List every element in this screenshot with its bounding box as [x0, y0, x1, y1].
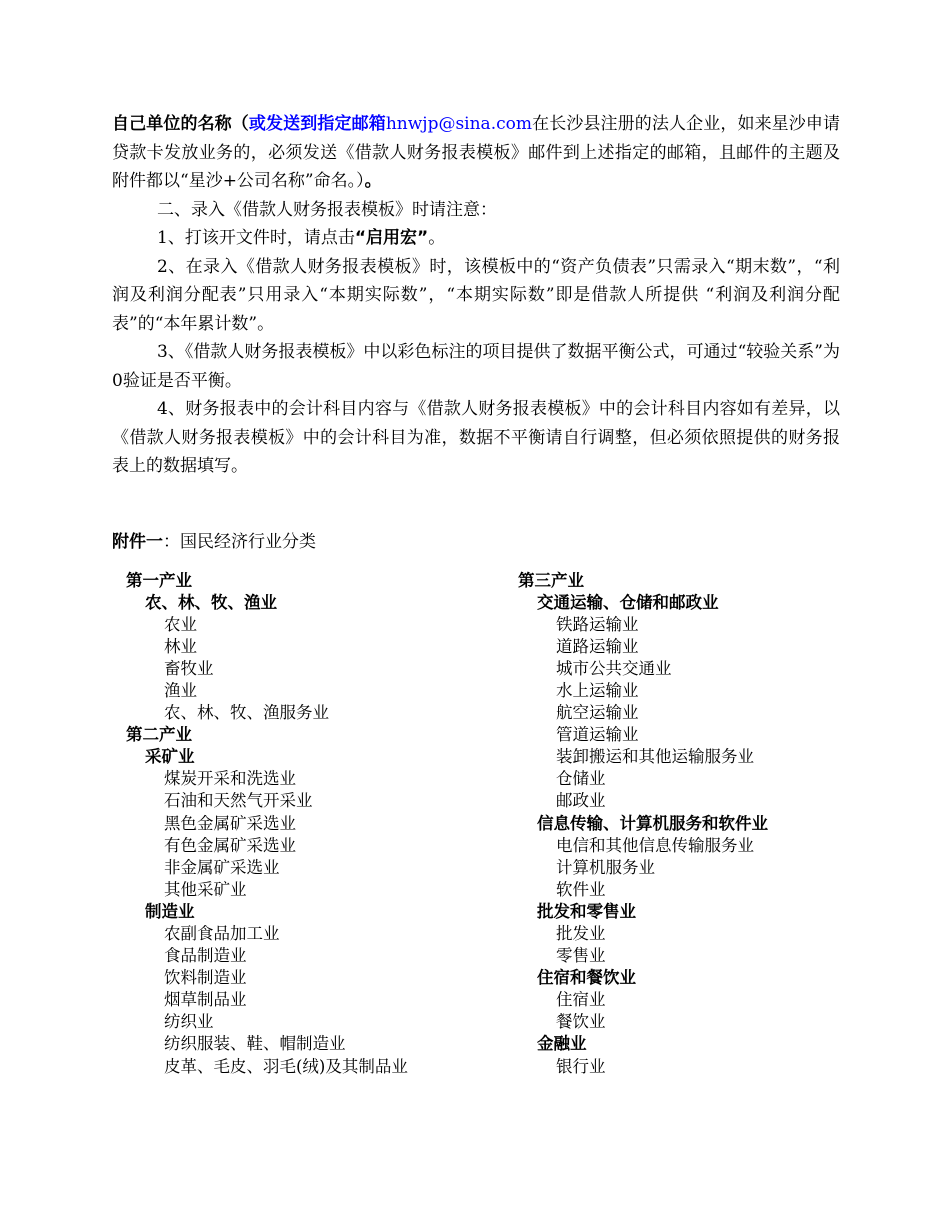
industry-item: 城市公共交通业 — [556, 658, 672, 678]
industry-item: 农副食品加工业 — [164, 924, 280, 943]
industry-category: 金融业 — [537, 1034, 587, 1054]
industry-item: 林业 — [164, 636, 197, 656]
note-2: 2、在录入《借款人财务报表模板》时，该模板中的“资产负债表”只需录入“期末数”，“利润及利润分配表”只用录入“本期实际数”，“本期实际数”即是借款人所提供 “利润及利润分配表”的“本年累计数”。 — [112, 256, 840, 334]
industry-item: 有色金属矿采选业 — [164, 835, 296, 855]
appendix-label: 附件一 — [112, 531, 163, 552]
industry-item: 其他采矿业 — [164, 879, 247, 899]
intro-bold-start: 自己单位的名称（ — [112, 114, 249, 134]
industry-item: 住宿业 — [556, 990, 606, 1010]
appendix-label-rest: ：国民经济行业分类 — [163, 531, 316, 552]
industry-item: 电信和其他信息传输服务业 — [556, 835, 754, 855]
email-address[interactable]: hnwjp@sina.com — [385, 114, 532, 134]
industry-item: 农业 — [164, 614, 197, 634]
note-1-pre: 1、打该开文件时，请点击 — [157, 228, 355, 248]
industry-category: 交通运输、仓储和邮政业 — [537, 592, 719, 612]
industry-category: 农、林、牧、渔业 — [145, 592, 277, 612]
note-4: 4、财务报表中的会计科目内容与《借款人财务报表模板》中的会计科目内容如有差异，以《借款人财务报表模板》中的会计科目为准，数据不平衡请自行调整，但必须依照提供的财务报表上的数据填写。 — [112, 399, 840, 476]
industry-category: 制造业 — [145, 901, 195, 921]
note-3: 3、《借款人财务报表模板》中以彩色标注的项目提供了数据平衡公式，可通过“较验关系”为0验证是否平衡。 — [112, 342, 840, 391]
industry-item: 铁路运输业 — [556, 614, 639, 634]
industry-item: 零售业 — [556, 946, 606, 966]
industry-item: 餐饮业 — [556, 1012, 606, 1032]
intro-paragraph — [112, 110, 840, 196]
industry-item: 食品制造业 — [164, 946, 247, 966]
industry-item: 银行业 — [556, 1056, 606, 1076]
note-1 — [112, 224, 840, 253]
industry-item: 软件业 — [556, 879, 606, 899]
industry-item: 水上运输业 — [556, 680, 639, 700]
industry-item: 批发业 — [556, 924, 606, 943]
industry-item: 管道运输业 — [556, 725, 639, 745]
industry-item: 渔业 — [164, 680, 197, 700]
industry-category: 住宿和餐饮业 — [537, 968, 636, 988]
industry-item: 装卸搬运和其他运输服务业 — [556, 747, 754, 767]
industry-category: 采矿业 — [145, 747, 195, 767]
industry-item: 纺织服装、鞋、帽制造业 — [164, 1034, 346, 1054]
industry-item: 石油和天然气开采业 — [164, 791, 313, 811]
note-1-macro: “启用宏” — [354, 228, 429, 248]
industry-item: 计算机服务业 — [556, 857, 655, 877]
document-page — [112, 110, 840, 1090]
industry-item: 皮革、毛皮、羽毛(绒)及其制品业 — [164, 1056, 408, 1076]
industry-classification — [112, 570, 840, 1090]
industry-item: 煤炭开采和洗选业 — [164, 769, 296, 789]
industry-sector: 第二产业 — [126, 725, 192, 745]
intro-end: 。 — [364, 171, 382, 191]
industry-category: 批发和零售业 — [537, 901, 636, 921]
industry-item: 邮政业 — [556, 791, 606, 811]
industry-item: 纺织业 — [164, 1012, 214, 1032]
industry-sector: 第一产业 — [126, 570, 192, 590]
industry-item: 畜牧业 — [164, 658, 214, 678]
spacer — [112, 481, 840, 530]
industry-column-right — [518, 570, 768, 1078]
industry-item: 仓储业 — [556, 769, 606, 789]
industry-sector: 第三产业 — [518, 570, 584, 590]
industry-category: 信息传输、计算机服务和软件业 — [537, 813, 768, 833]
intro-rest: 在长沙县注册的法人企业，如来星沙申请贷款卡发放业务的，必须发送《借款人财务报表模板》邮件到上述指定的邮箱，且邮件的主题及附件都以“星沙+公司名称”命名。） — [112, 114, 841, 191]
industry-item: 农、林、牧、渔服务业 — [164, 703, 329, 723]
industry-item: 饮料制造业 — [164, 968, 247, 988]
industry-item: 黑色金属矿采选业 — [164, 813, 296, 833]
email-instruction: 或发送到指定邮箱 — [248, 114, 386, 134]
appendix-title — [112, 530, 840, 554]
industry-item: 道路运输业 — [556, 636, 639, 656]
industry-item: 烟草制品业 — [164, 990, 247, 1010]
industry-item: 非金属矿采选业 — [164, 857, 280, 877]
notes-heading: 二、录入《借款人财务报表模板》时请注意： — [157, 199, 497, 220]
industry-item: 航空运输业 — [556, 703, 639, 723]
industry-column-left — [126, 570, 408, 1078]
note-1-post: 。 — [428, 228, 446, 248]
